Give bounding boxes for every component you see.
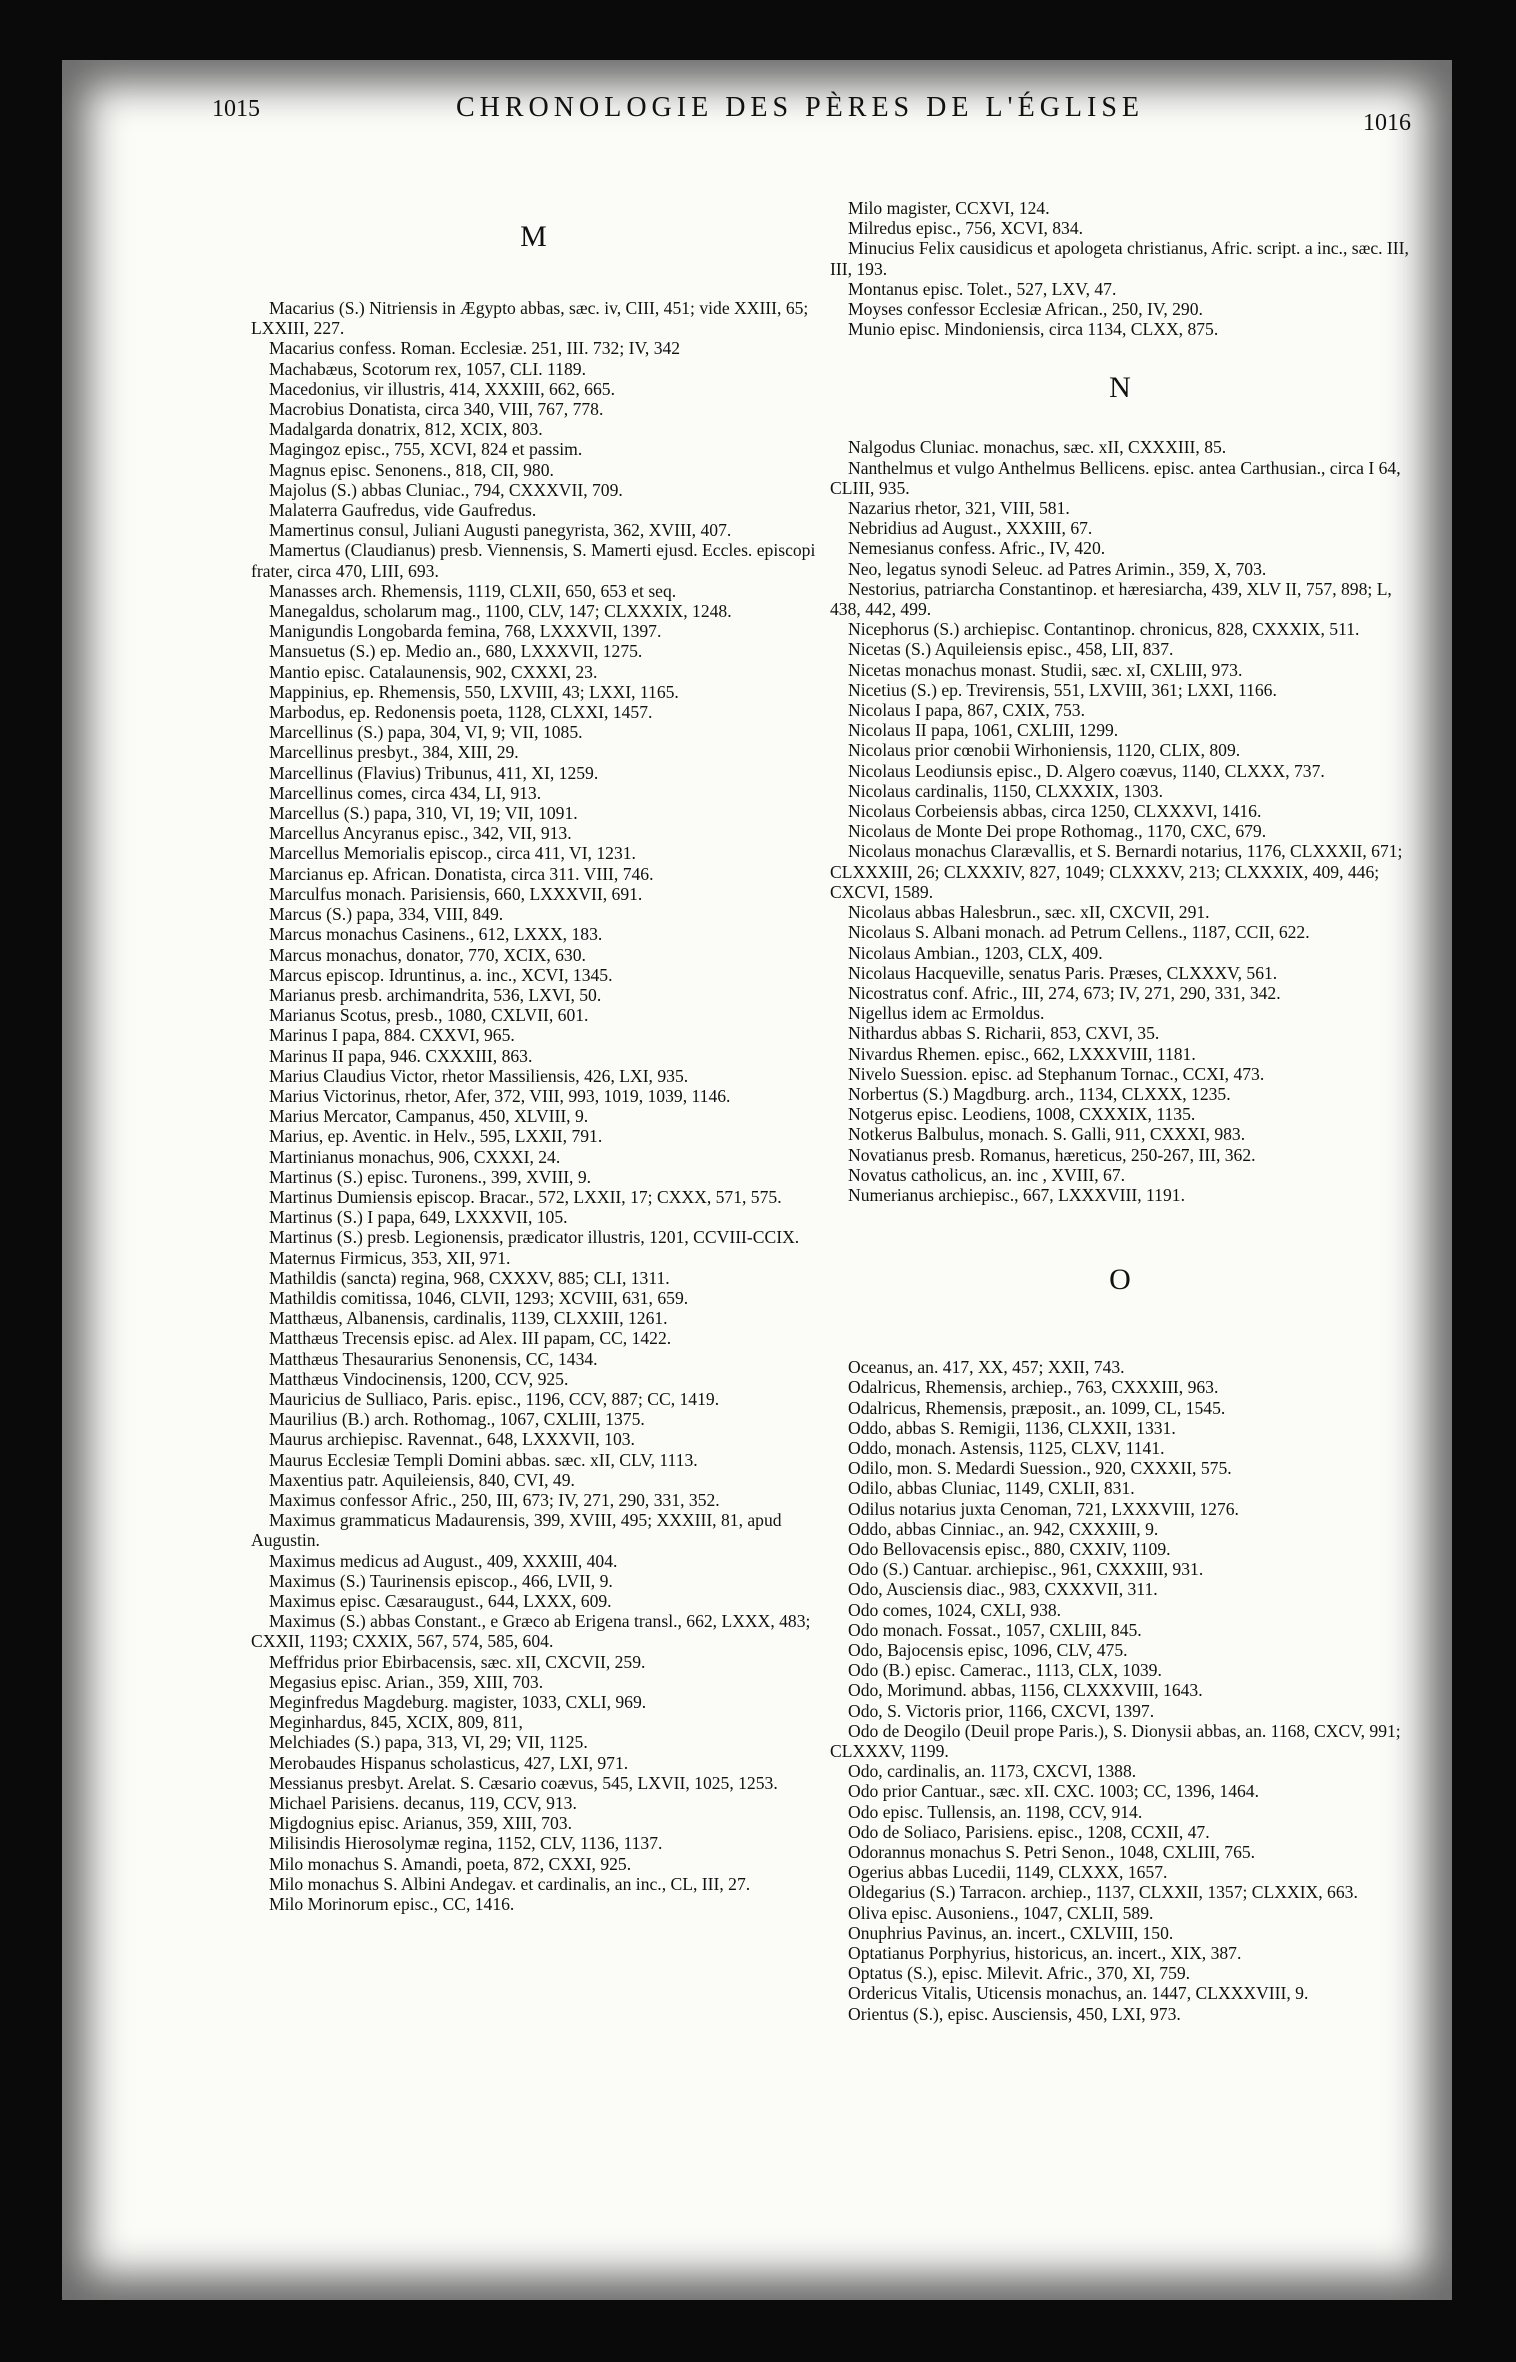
index-entry: Marcellinus (S.) papa, 304, VI, 9; VII, 1085. [269,722,583,743]
index-entry: Manegaldus, scholarum mag., 1100, CLV, 147; CLXXXIX, 1248. [269,601,732,622]
index-entry: Messianus presbyt. Arelat. S. Cæsario coævus, 545, LXVII, 1025, 1253. [269,1772,778,1793]
index-entry: Majolus (S.) abbas Cluniac., 794, CXXXVII, 709. [269,479,623,500]
index-entry: Marcellinus comes, circa 434, LI, 913. [269,782,542,803]
index-entry: Macedonius, vir illustris, 414, XXXIII, 662, 665. [269,378,615,399]
index-entry: Martinus (S.) presb. Legionensis, prædicator illustris, 1201, CCVIII-CCIX. [269,1227,800,1248]
running-title: CHRONOLOGIE DES PÈRES DE L'ÉGLISE [455,92,1145,123]
index-entry: Nivelo Suession. episc. ad Stephanum Tornac., CCXI, 473. [848,1063,1265,1084]
right-column [830,198,1410,2024]
index-entry: Matthæus, Albanensis, cardinalis, 1139, CLXXIII, 1261. [269,1308,668,1329]
index-entry: Macarius confess. Roman. Ecclesiæ. 251, III. 732; IV, 342 [269,338,681,359]
index-entry: Minucius Felix causidicus et apologeta christianus, Afric. script. a inc., sæc. III, III, 193. [830,238,1409,279]
index-entry: Nalgodus Cluniac. monachus, sæc. xII, CXXXIII, 85. [848,437,1227,458]
index-entry: Maximus (S.) abbas Constant., e Græco ab Erigena transl., 662, LXXX, 483; CXXII, 1193; CXXIX, 567, 574, 585, 604. [251,1611,811,1652]
index-entry: Nicolaus abbas Halesbrun., sæc. xII, CXCVII, 291. [848,902,1210,923]
index-entry: Milo magister, CCXVI, 124. [848,198,1050,218]
index-entry: Macrobius Donatista, circa 340, VIII, 767, 778. [269,399,604,420]
index-entry: Odo comes, 1024, CXLI, 938. [848,1599,1062,1620]
index-entry: Odorannus monachus S. Petri Senon., 1048, CXLIII, 765. [848,1842,1256,1863]
index-entry: Nicolaus de Monte Dei prope Rothomag., 1170, CXC, 679. [848,821,1267,842]
index-entry: Marius Victorinus, rhetor, Afer, 372, VIII, 993, 1019, 1039, 1146. [269,1085,731,1106]
index-entry: Nicolaus Ambian., 1203, CLX, 409. [848,942,1103,963]
index-entry: Nicolaus Corbeiensis abbas, circa 1250, CLXXXVI, 1416. [848,801,1262,822]
index-entry: Notgerus episc. Leodiens, 1008, CXXXIX, 1135. [848,1104,1196,1125]
index-entry: Odo monach. Fossat., 1057, CXLIII, 845. [848,1619,1142,1640]
index-entry: Marcellus Ancyranus episc., 342, VII, 913. [269,823,572,844]
index-entry: Nicetas monachus monast. Studii, sæc. xI, CXLIII, 973. [848,659,1243,680]
index-entry: Montanus episc. Tolet., 527, LXV, 47. [848,278,1117,299]
index-entry: Odo, Bajocensis episc, 1096, CLV, 475. [848,1639,1128,1660]
index-entry: Odo, Morimund. abbas, 1156, CLXXXVIII, 1643. [848,1680,1203,1701]
index-entry: Maternus Firmicus, 353, XII, 971. [269,1247,511,1268]
index-entry: Odo, cardinalis, an. 1173, CXCVI, 1388. [848,1761,1137,1782]
index-entry: Odalricus, Rhemensis, præposit., an. 1099, CL, 1545. [848,1397,1226,1418]
index-entry: Maximus grammaticus Madaurensis, 399, XVIII, 495; XXXIII, 81, apud Augustin. [251,1510,782,1551]
index-entry: Mantio episc. Catalaunensis, 902, CXXXI, 23. [269,661,598,682]
index-entry: Notkerus Balbulus, monach. S. Galli, 911, CXXXI, 983. [848,1124,1246,1145]
index-entry: Marius, ep. Aventic. in Helv., 595, LXXII, 791. [269,1126,603,1147]
index-entry: Macarius (S.) Nitriensis in Ægypto abbas, sæc. iv, CIII, 451; vide XXIII, 65; LXXIII, 227. [251,298,809,339]
index-entry: Milo Morinorum episc., CC, 1416. [269,1894,515,1915]
section-letter-o: O [1109,1263,1131,1297]
left-column [251,210,816,1914]
section-letter-m: M [520,220,547,253]
index-entry: Marbodus, ep. Redonensis poeta, 1128, CLXXI, 1457. [269,702,653,723]
index-entry: Oceanus, an. 417, XX, 457; XXII, 743. [848,1357,1125,1378]
index-entry: Oddo, monach. Astensis, 1125, CLXV, 1141. [848,1437,1165,1458]
index-entry: Mathildis comitissa, 1046, CLVII, 1293; XCVIII, 631, 659. [269,1287,689,1308]
index-entry: Ogerius abbas Lucedii, 1149, CLXXX, 1657. [848,1862,1168,1883]
entries-m [251,298,816,1914]
index-entry: Nanthelmus et vulgo Anthelmus Bellicens. episc. antea Carthusian., circa I 64, CLIII, 935. [830,457,1401,498]
index-entry: Odo Bellovacensis episc., 880, CXXIV, 1109. [848,1538,1171,1559]
section-letter-n: N [1109,371,1131,405]
index-entry: Neo, legatus synodi Seleuc. ad Patres Arimin., 359, X, 703. [848,558,1267,579]
index-entry: Matthæus Trecensis episc. ad Alex. III papam, CC, 1422. [269,1328,672,1349]
index-entry: Martinus (S.) I papa, 649, LXXXVII, 105. [269,1207,568,1228]
index-entry: Marcellus (S.) papa, 310, VI, 19; VII, 1091. [269,803,578,824]
index-entry: Odo de Deogilo (Deuil prope Paris.), S. Dionysii abbas, an. 1168, CXCV, 991; CLXXXV, 1199. [830,1720,1401,1761]
index-entry: Oliva episc. Ausoniens., 1047, CXLII, 589. [848,1902,1154,1923]
index-entry: Meginhardus, 845, XCIX, 809, 811, [269,1712,523,1733]
index-entry: Maurus Ecclesiæ Templi Domini abbas. sæc. xII, CLV, 1113. [269,1449,698,1470]
index-entry: Mauricius de Sulliaco, Paris. episc., 1196, CCV, 887; CC, 1419. [269,1388,720,1409]
index-entry: Nicostratus conf. Afric., III, 274, 673; IV, 271, 290, 331, 342. [848,982,1281,1003]
index-entry: Magnus episc. Senonens., 818, CII, 980. [269,459,554,480]
index-entry: Mappinius, ep. Rhemensis, 550, LXVIII, 43; LXXI, 1165. [269,681,679,702]
index-entry: Nicolaus I papa, 867, CXIX, 753. [848,700,1085,721]
index-entry: Nithardus abbas S. Richarii, 853, CXVI, 35. [848,1023,1160,1044]
index-entry: Odo prior Cantuar., sæc. xII. CXC. 1003; CC, 1396, 1464. [848,1781,1259,1802]
index-entry: Marius Mercator, Campanus, 450, XLVIII, 9. [269,1106,589,1127]
index-entry: Nemesianus confess. Afric., IV, 420. [848,538,1106,559]
index-entry: Nicolaus monachus Clarævallis, et S. Bernardi notarius, 1176, CLXXXII, 671; CLXXXIII, 26; CLXXXIV, 827, 1049; CLXXXV, 213; CLXXXIX, 409, 446; CXCVI, 1589. [830,841,1403,902]
index-entry: Maximus episc. Cæsaraugust., 644, LXXX, 609. [269,1591,612,1611]
index-entry: Odo (B.) episc. Camerac., 1113, CLX, 1039. [848,1660,1162,1681]
index-entry: Marinus I papa, 884. CXXVI, 965. [269,1025,515,1046]
index-entry: Milo monachus S. Amandi, poeta, 872, CXXI, 925. [269,1853,632,1874]
index-entry: Nicetas (S.) Aquileiensis episc., 458, LII, 837. [848,639,1174,660]
index-entry: Marcus episcop. Idruntinus, a. inc., XCVI, 1345. [269,964,613,985]
index-entry: Odo de Soliaco, Parisiens. episc., 1208, CCXII, 47. [848,1821,1210,1842]
index-entry: Nicetius (S.) ep. Trevirensis, 551, LXVIII, 361; LXXI, 1166. [848,679,1277,700]
index-entry: Malaterra Gaufredus, vide Gaufredus. [269,500,537,521]
index-entry: Matthæus Vindocinensis, 1200, CCV, 925. [269,1368,569,1389]
index-entry: Mamertinus consul, Juliani Augusti panegyrista, 362, XVIII, 407. [269,520,732,541]
index-entry: Optatus (S.), episc. Milevit. Afric., 370, XI, 759. [848,1963,1191,1984]
index-entry: Mamertus (Claudianus) presb. Viennensis, S. Mamerti ejusd. Eccles. episcopi frater, circa 470, LIII, 693. [251,540,816,581]
index-entry: Marinus II papa, 946. CXXXIII, 863. [269,1045,533,1066]
index-entry: Oldegarius (S.) Tarracon. archiep., 1137, CLXXII, 1357; CLXXIX, 663. [848,1882,1358,1903]
index-entry: Odo, Ausciensis diac., 983, CXXXVII, 311. [848,1579,1158,1600]
index-entry: Nigellus idem ac Ermoldus. [848,1003,1045,1024]
index-entry: Maximus confessor Afric., 250, III, 673; IV, 271, 290, 331, 352. [269,1489,720,1510]
index-entry: Maxentius patr. Aquileiensis, 840, CVI, 49. [269,1469,575,1490]
index-entry: Machabæus, Scotorum rex, 1057, CLI. 1189. [269,358,586,379]
index-entry: Marcianus ep. African. Donatista, circa 311. VIII, 746. [269,863,654,884]
index-entry: Oddo, abbas S. Remigii, 1136, CLXXII, 1331. [848,1417,1176,1438]
index-entry: Merobaudes Hispanus scholasticus, 427, LXI, 971. [269,1752,629,1773]
index-entry: Marcus monachus, donator, 770, XCIX, 630. [269,944,586,965]
index-entry: Nicolaus prior cœnobii Wirhoniensis, 1120, CLIX, 809. [848,740,1241,761]
index-entry: Meginfredus Magdeburg. magister, 1033, CXLI, 969. [269,1692,647,1713]
index-entry: Munio episc. Mindoniensis, circa 1134, CLXX, 875. [848,319,1219,340]
index-entry: Martinus Dumiensis episcop. Bracar., 572, LXXII, 17; CXXX, 571, 575. [269,1186,782,1207]
index-entry: Maurilius (B.) arch. Rothomag., 1067, CXLIII, 1375. [269,1409,645,1430]
index-entry: Migdognius episc. Arianus, 359, XIII, 703. [269,1813,572,1834]
index-entry: Marius Claudius Victor, rhetor Massiliensis, 426, LXI, 935. [269,1065,689,1086]
index-entry: Odo episc. Tullensis, an. 1198, CCV, 914. [848,1801,1143,1822]
index-entry: Nicolaus II papa, 1061, CXLIII, 1299. [848,720,1119,741]
index-entry: Marcellinus presbyt., 384, XIII, 29. [269,742,519,763]
index-entry: Nestorius, patriarcha Constantinop. et hæresiarcha, 439, XLV II, 757, 898; L, 438, 442, 499. [830,578,1392,620]
index-entry: Milisindis Hierosolymæ regina, 1152, CLV, 1136, 1137. [269,1833,663,1854]
index-entry: Odilo, abbas Cluniac, 1149, CXLII, 831. [848,1478,1135,1499]
index-entry: Odilo, mon. S. Medardi Suession., 920, CXXXII, 575. [848,1458,1232,1479]
index-entry: Norbertus (S.) Magdburg. arch., 1134, CLXXX, 1235. [848,1083,1231,1104]
index-entry: Marianus presb. archimandrita, 536, LXVI, 50. [269,984,602,1005]
index-entry: Megasius episc. Arian., 359, XIII, 703. [269,1671,544,1692]
index-entry: Maximus medicus ad August., 409, XXXIII, 404. [269,1550,618,1571]
entries-o [830,1357,1410,2024]
index-entry: Odo (S.) Cantuar. archiepisc., 961, CXXXIII, 931. [848,1559,1204,1580]
index-entry: Maximus (S.) Taurinensis episcop., 466, LVII, 9. [269,1570,613,1591]
index-entry: Madalgarda donatrix, 812, XCIX, 803. [269,419,543,440]
index-entry: Nicolaus cardinalis, 1150, CLXXXIX, 1303. [848,780,1164,801]
index-entry: Manigundis Longobarda femina, 768, LXXXVII, 1397. [269,621,662,642]
index-entry: Martinus (S.) episc. Turonens., 399, XVIII, 9. [269,1166,592,1187]
index-entry: Nicephorus (S.) archiepisc. Contantinop. chronicus, 828, CXXXIX, 511. [848,619,1360,640]
entries-n [830,437,1410,1205]
page-number-left: 1015 [212,96,260,122]
index-entry: Onuphrius Pavinus, an. incert., CXLVIII, 150. [848,1922,1174,1943]
index-entry: Orientus (S.), episc. Ausciensis, 450, LXI, 973. [848,2003,1181,2024]
index-entry: Marcus (S.) papa, 334, VIII, 849. [269,904,504,925]
index-entry: Matthæus Thesaurarius Senonensis, CC, 1434. [269,1348,598,1369]
index-entry: Manasses arch. Rhemensis, 1119, CLXII, 650, 653 et seq. [269,580,677,601]
index-entry: Michael Parisiens. decanus, 119, CCV, 913. [269,1793,577,1814]
page-number-right: 1016 [1363,110,1411,136]
index-entry: Novatus catholicus, an. inc , XVIII, 67. [848,1164,1126,1185]
index-entry: Marculfus monach. Parisiensis, 660, LXXXVII, 691. [269,883,643,904]
index-entry: Magingoz episc., 755, XCVI, 824 et passim. [269,439,583,460]
index-entry: Melchiades (S.) papa, 313, VI, 29; VII, 1125. [269,1732,588,1753]
index-entry: Nicolaus Hacqueville, senatus Paris. Præses, CLXXXV, 561. [848,962,1278,983]
index-entry: Marcellus Memorialis episcop., circa 411, VI, 1231. [269,843,636,864]
index-entry: Milo monachus S. Albini Andegav. et cardinalis, an inc., CL, III, 27. [269,1873,751,1894]
index-entry: Milredus episc., 756, XCVI, 834. [848,218,1084,239]
index-entry: Mansuetus (S.) ep. Medio an., 680, LXXXVII, 1275. [269,641,643,662]
index-entry: Nicolaus S. Albani monach. ad Petrum Cellens., 1187, CCII, 622. [848,922,1310,943]
index-entry: Odo, S. Victoris prior, 1166, CXCVI, 1397. [848,1700,1155,1721]
index-entry: Ordericus Vitalis, Uticensis monachus, an. 1447, CLXXXVIII, 9. [848,1983,1309,2004]
index-entry: Marianus Scotus, presb., 1080, CXLVII, 601. [269,1005,589,1026]
index-entry: Marcus monachus Casinens., 612, LXXX, 183. [269,924,603,945]
index-entry: Nicolaus Leodiunsis episc., D. Algero coævus, 1140, CLXXX, 737. [848,760,1325,781]
entries-m-continued [830,198,1410,339]
index-entry: Oddo, abbas Cinniac., an. 942, CXXXIII, 9. [848,1518,1159,1539]
index-entry: Marcellinus (Flavius) Tribunus, 411, XI, 1259. [269,762,599,783]
index-entry: Optatianus Porphyrius, historicus, an. incert., XIX, 387. [848,1943,1242,1964]
index-entry: Nivardus Rhemen. episc., 662, LXXXVIII, 1181. [848,1043,1196,1064]
index-entry: Moyses confessor Ecclesiæ African., 250, IV, 290. [848,299,1203,320]
index-entry: Odilus notarius juxta Cenoman, 721, LXXXVIII, 1276. [848,1498,1239,1519]
index-entry: Maurus archiepisc. Ravennat., 648, LXXXVII, 103. [269,1429,635,1450]
index-entry: Nebridius ad August., XXXIII, 67. [848,518,1093,539]
index-entry: Numerianus archiepisc., 667, LXXXVIII, 1191. [848,1184,1185,1205]
index-entry: Odalricus, Rhemensis, archiep., 763, CXXXIII, 963. [848,1377,1219,1398]
index-entry: Novatianus presb. Romanus, hæreticus, 250-267, III, 362. [848,1144,1256,1165]
index-entry: Martinianus monachus, 906, CXXXI, 24. [269,1146,561,1167]
index-entry: Mathildis (sancta) regina, 968, CXXXV, 885; CLI, 1311. [269,1267,670,1288]
index-entry: Nazarius rhetor, 321, VIII, 581. [848,498,1070,519]
index-entry: Meffridus prior Ebirbacensis, sæc. xII, CXCVII, 259. [269,1651,646,1672]
